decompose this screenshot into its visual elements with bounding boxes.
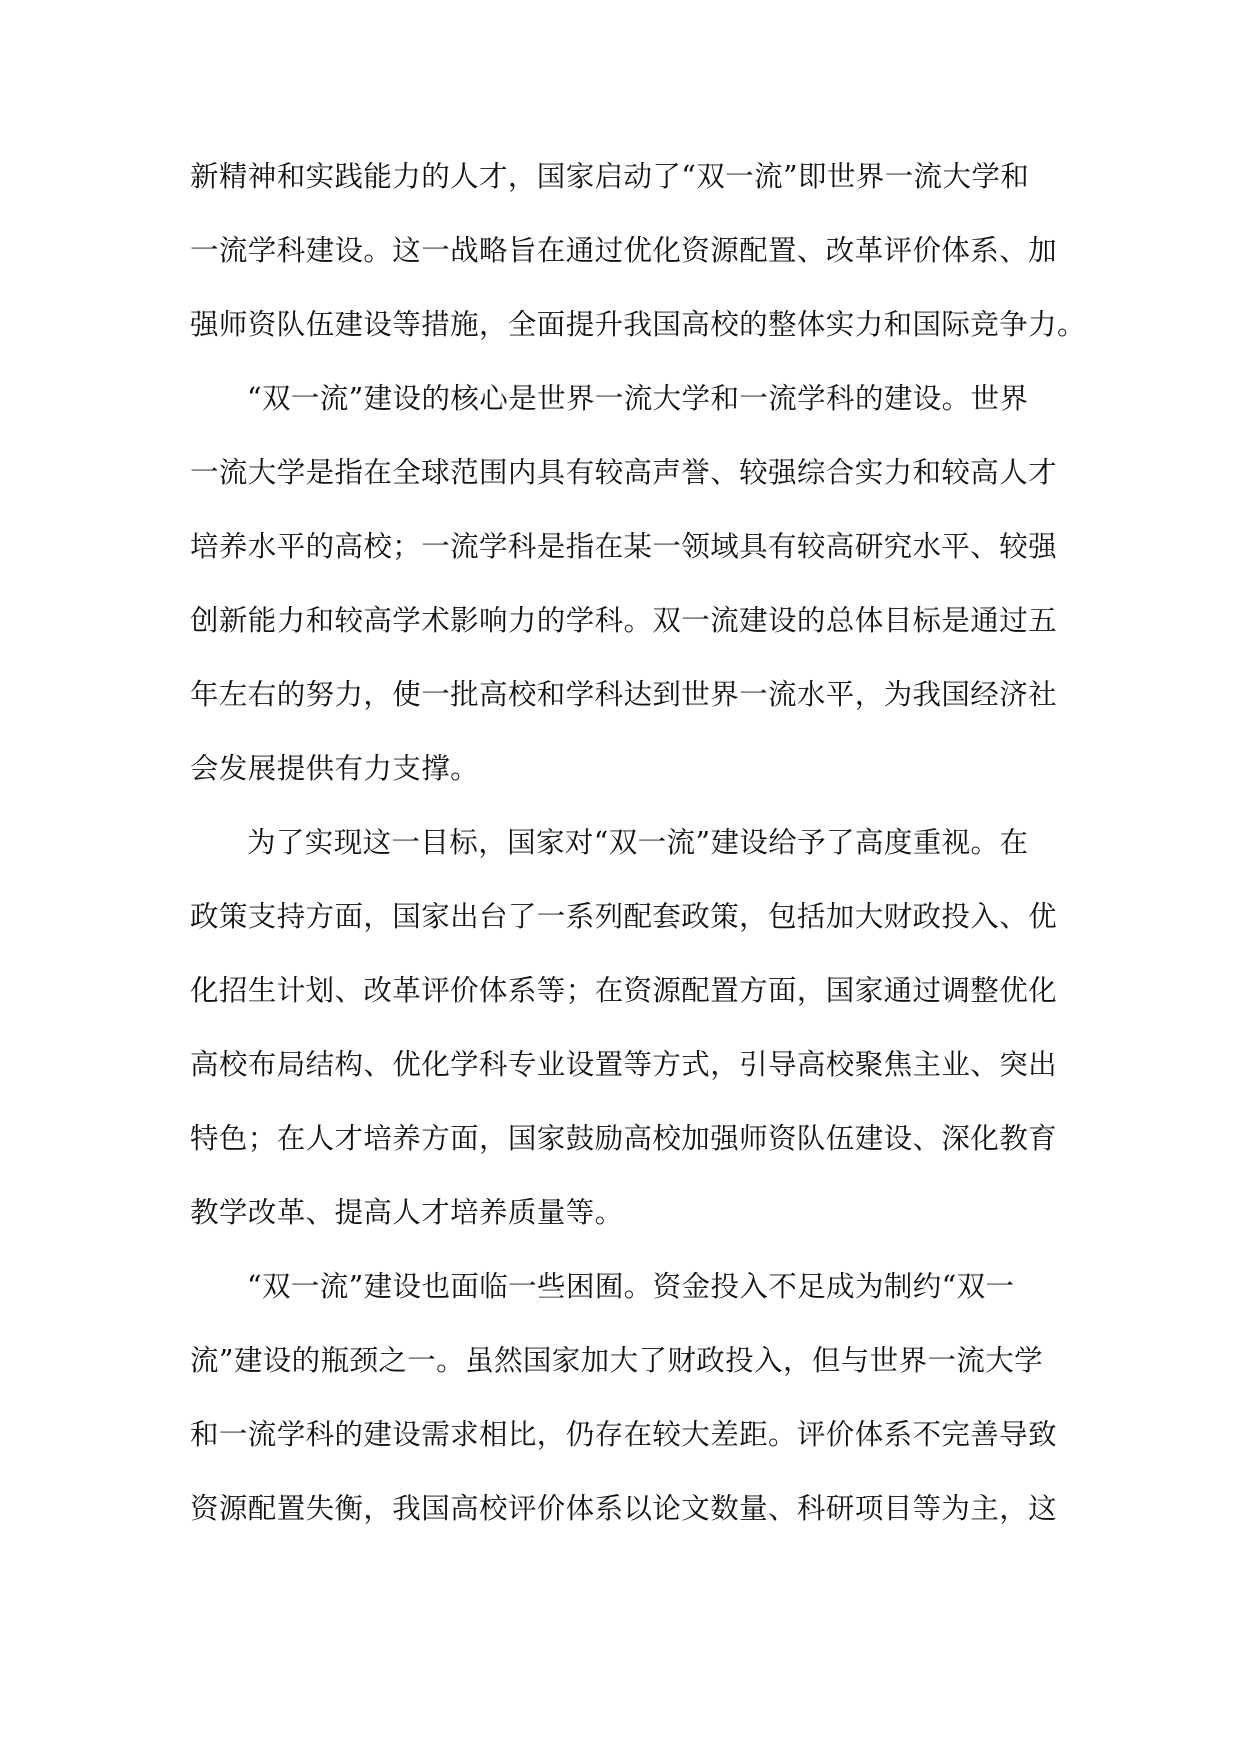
text-line: 特色；在人才培养方面，国家鼓励高校加强师资队伍建设、深化教育 <box>190 1122 1058 1155</box>
text-line: 流”建设的瓶颈之一。虽然国家加大了财政投入，但与世界一流大学 <box>190 1344 1044 1377</box>
paragraph-first-line: “双一流”建设的核心是世界一流大学和一流学科的建设。世界 <box>247 382 1029 415</box>
text-line: 一流大学是指在全球范围内具有较高声誉、较强综合实力和较高人才 <box>190 456 1058 489</box>
text-line: 和一流学科的建设需求相比，仍存在较大差距。评价体系不完善导致 <box>190 1418 1058 1451</box>
text-line: 强师资队伍建设等措施，全面提升我国高校的整体实力和国际竞争力。 <box>190 308 1086 341</box>
text-line: 教学改革、提高人才培养质量等。 <box>190 1196 624 1229</box>
document-body <box>190 140 1086 1546</box>
text-line: 年左右的努力，使一批高校和学科达到世界一流水平，为我国经济社 <box>190 678 1058 711</box>
text-line: 政策支持方面，国家出台了一系列配套政策，包括加大财政投入、优 <box>190 900 1058 933</box>
text-line: 一流学科建设。这一战略旨在通过优化资源配置、改革评价体系、加 <box>190 234 1058 267</box>
text-line: 化招生计划、改革评价体系等；在资源配置方面，国家通过调整优化 <box>190 974 1058 1007</box>
text-line: 新精神和实践能力的人才，国家启动了“双一流”即世界一流大学和 <box>190 160 1030 193</box>
paragraph-first-line: 为了实现这一目标，国家对“双一流”建设给予了高度重视。在 <box>247 826 1029 859</box>
text-line: 创新能力和较高学术影响力的学科。双一流建设的总体目标是通过五 <box>190 604 1058 637</box>
paragraph-first-line: “双一流”建设也面临一些困囿。资金投入不足成为制约“双一 <box>247 1270 1015 1303</box>
text-line: 高校布局结构、优化学科专业设置等方式，引导高校聚焦主业、突出 <box>190 1048 1058 1081</box>
text-line: 资源配置失衡，我国高校评价体系以论文数量、科研项目等为主，这 <box>190 1492 1058 1525</box>
text-line: 会发展提供有力支撑。 <box>190 752 480 785</box>
text-line: 培养水平的高校；一流学科是指在某一领域具有较高研究水平、较强 <box>190 530 1058 563</box>
